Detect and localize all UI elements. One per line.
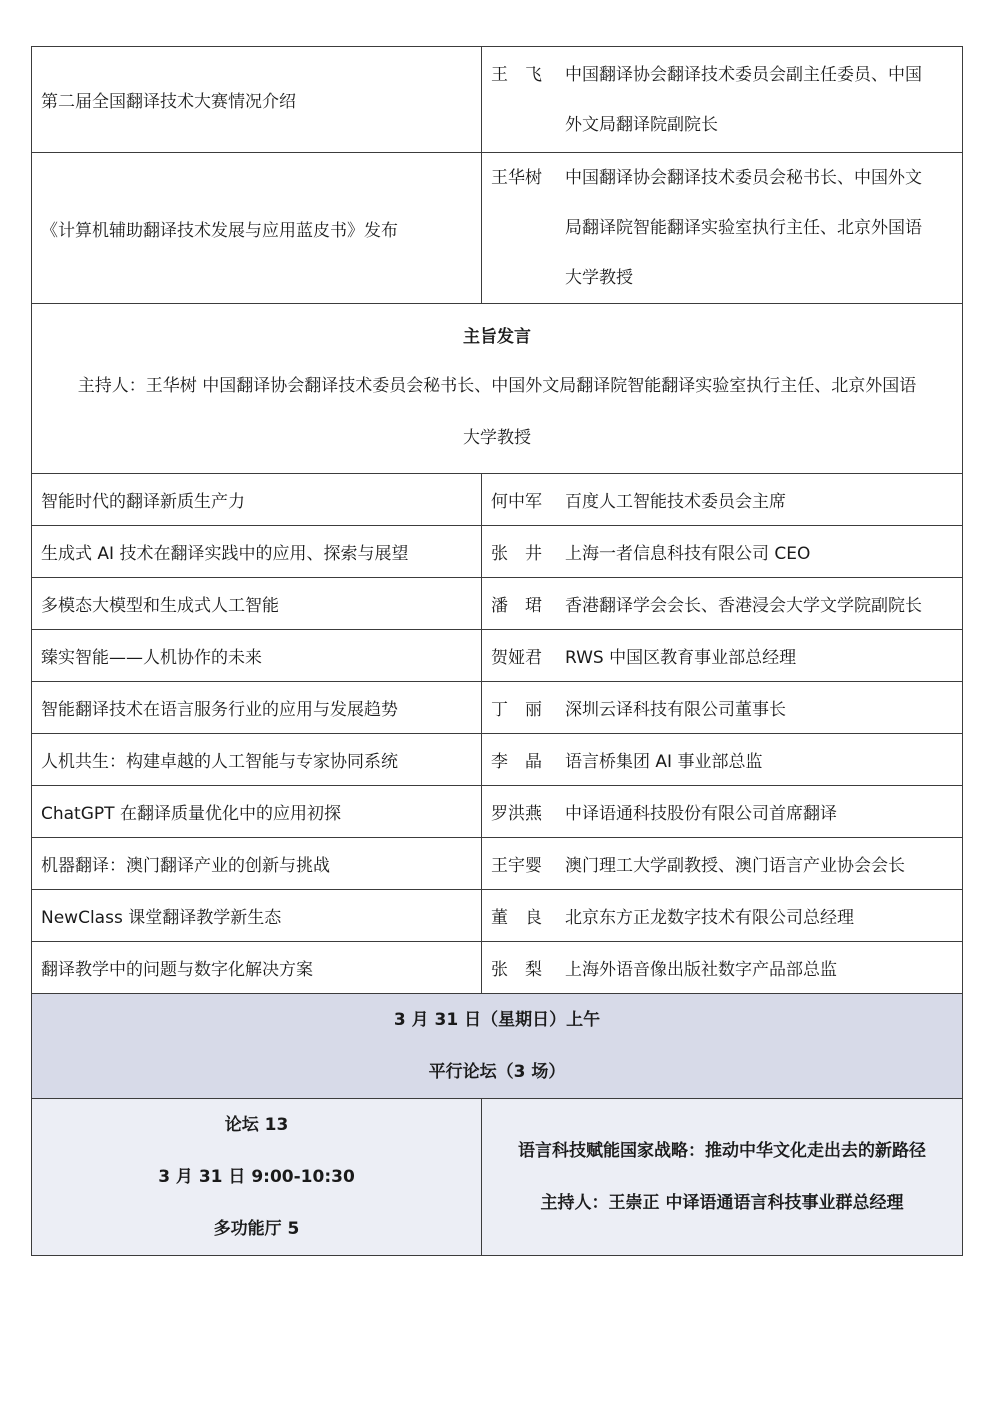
speaker-cell <box>482 786 963 838</box>
forum-theme: 语言科技赋能国家战略：推动中华文化走出去的新路径 <box>518 1141 926 1161</box>
speaker-name: 贺娅君 <box>491 648 542 668</box>
speaker-cell <box>482 153 963 304</box>
parallel-forums-label: 平行论坛（3 场） <box>428 1062 566 1082</box>
speaker-title: 澳门理工大学副教授、澳门语言产业协会会长 <box>565 856 905 876</box>
speaker-title-line: 中国翻译协会翻译技术委员会秘书长、中国外文 <box>565 168 922 188</box>
forum-info-cell <box>32 1099 482 1256</box>
talk-topic: 人机共生：构建卓越的人工智能与专家协同系统 <box>32 734 482 786</box>
speaker-title-line: 外文局翻译院副院长 <box>565 114 718 135</box>
forum-row <box>32 1099 963 1256</box>
speaker-cell <box>482 682 963 734</box>
speaker-name: 董 良 <box>491 908 542 928</box>
table-row <box>32 153 963 304</box>
speaker-cell <box>482 734 963 786</box>
table-row <box>32 630 963 682</box>
speaker-title: 百度人工智能技术委员会主席 <box>565 492 786 512</box>
speaker-name: 王宇婴 <box>491 856 542 876</box>
keynote-row <box>32 304 963 474</box>
forum-theme-cell <box>482 1099 963 1256</box>
table-row <box>32 682 963 734</box>
speaker-title-line: 大学教授 <box>565 268 633 288</box>
schedule-table <box>31 46 963 1256</box>
forum-room: 多功能厅 5 <box>213 1219 300 1239</box>
speaker-cell <box>482 578 963 630</box>
talk-topic: ChatGPT 在翻译质量优化中的应用初探 <box>32 786 482 838</box>
speaker-cell <box>482 630 963 682</box>
speaker-title <box>565 153 962 303</box>
table-row <box>32 838 963 890</box>
table-row <box>32 942 963 994</box>
speaker-name: 何中军 <box>491 492 542 512</box>
forum-name: 论坛 13 <box>224 1115 289 1135</box>
table-row <box>32 474 963 526</box>
speaker-name: 李 晶 <box>491 752 542 772</box>
speaker-name: 丁 丽 <box>491 700 542 720</box>
speaker-name: 张 梨 <box>491 960 542 980</box>
speaker-title: 中译语通科技股份有限公司首席翻译 <box>565 804 837 824</box>
talk-topic: 智能翻译技术在语言服务行业的应用与发展趋势 <box>32 682 482 734</box>
forum-host: 主持人：王崇正 中译语通语言科技事业群总经理 <box>540 1193 904 1213</box>
speaker-title: 北京东方正龙数字技术有限公司总经理 <box>565 908 854 928</box>
table-row <box>32 786 963 838</box>
keynote-host: 主持人：王华树 中国翻译协会翻译技术委员会秘书长、中国外文局翻译院智能翻译实验室执行主任、北京外国语 <box>77 375 917 396</box>
session-date: 3 月 31 日（星期日）上午 <box>393 1010 601 1030</box>
speaker-name: 王华树 <box>491 168 542 188</box>
speaker-cell <box>482 526 963 578</box>
speaker-name: 张 井 <box>491 544 542 564</box>
talk-topic: NewClass 课堂翻译教学新生态 <box>32 890 482 942</box>
speaker-title: 上海外语音像出版社数字产品部总监 <box>565 960 837 980</box>
speaker-title: RWS 中国区教育事业部总经理 <box>565 648 797 668</box>
speaker-title: 深圳云译科技有限公司董事长 <box>565 700 786 720</box>
speaker-cell <box>482 942 963 994</box>
talk-topic: 多模态大模型和生成式人工智能 <box>32 578 482 630</box>
talk-topic: 翻译教学中的问题与数字化解决方案 <box>32 942 482 994</box>
keynote-heading: 主旨发言 <box>463 326 531 347</box>
forum-time: 3 月 31 日 9:00-10:30 <box>158 1167 355 1187</box>
session-band <box>32 994 963 1099</box>
table-row <box>32 526 963 578</box>
talk-topic: 机器翻译：澳门翻译产业的创新与挑战 <box>32 838 482 890</box>
table-row <box>32 578 963 630</box>
speaker-cell <box>482 474 963 526</box>
table-row <box>32 734 963 786</box>
speaker-name: 王 飞 <box>491 64 542 85</box>
talk-topic: 《计算机辅助翻译技术发展与应用蓝皮书》发布 <box>32 153 482 304</box>
speaker-title: 香港翻译学会会长、香港浸会大学文学院副院长 <box>565 596 922 616</box>
session-band-row <box>32 994 963 1099</box>
speaker-title-line: 中国翻译协会翻译技术委员会副主任委员、中国 <box>565 64 922 85</box>
keynote-host-cont: 大学教授 <box>463 427 531 448</box>
speaker-cell <box>482 890 963 942</box>
talk-topic: 智能时代的翻译新质生产力 <box>32 474 482 526</box>
keynote-cell <box>32 304 963 474</box>
talk-topic: 第二届全国翻译技术大赛情况介绍 <box>32 47 482 153</box>
speaker-name: 罗洪燕 <box>491 804 542 824</box>
table-row <box>32 47 963 153</box>
talk-topic: 臻实智能——人机协作的未来 <box>32 630 482 682</box>
talk-topic: 生成式 AI 技术在翻译实践中的应用、探索与展望 <box>32 526 482 578</box>
speaker-title: 语言桥集团 AI 事业部总监 <box>565 752 763 772</box>
speaker-cell <box>482 838 963 890</box>
speaker-cell <box>482 47 963 153</box>
speaker-title <box>565 50 962 150</box>
speaker-title-line: 局翻译院智能翻译实验室执行主任、北京外国语 <box>565 218 922 238</box>
speaker-title: 上海一者信息科技有限公司 CEO <box>565 544 811 564</box>
table-row <box>32 890 963 942</box>
speaker-name: 潘 珺 <box>491 596 542 616</box>
